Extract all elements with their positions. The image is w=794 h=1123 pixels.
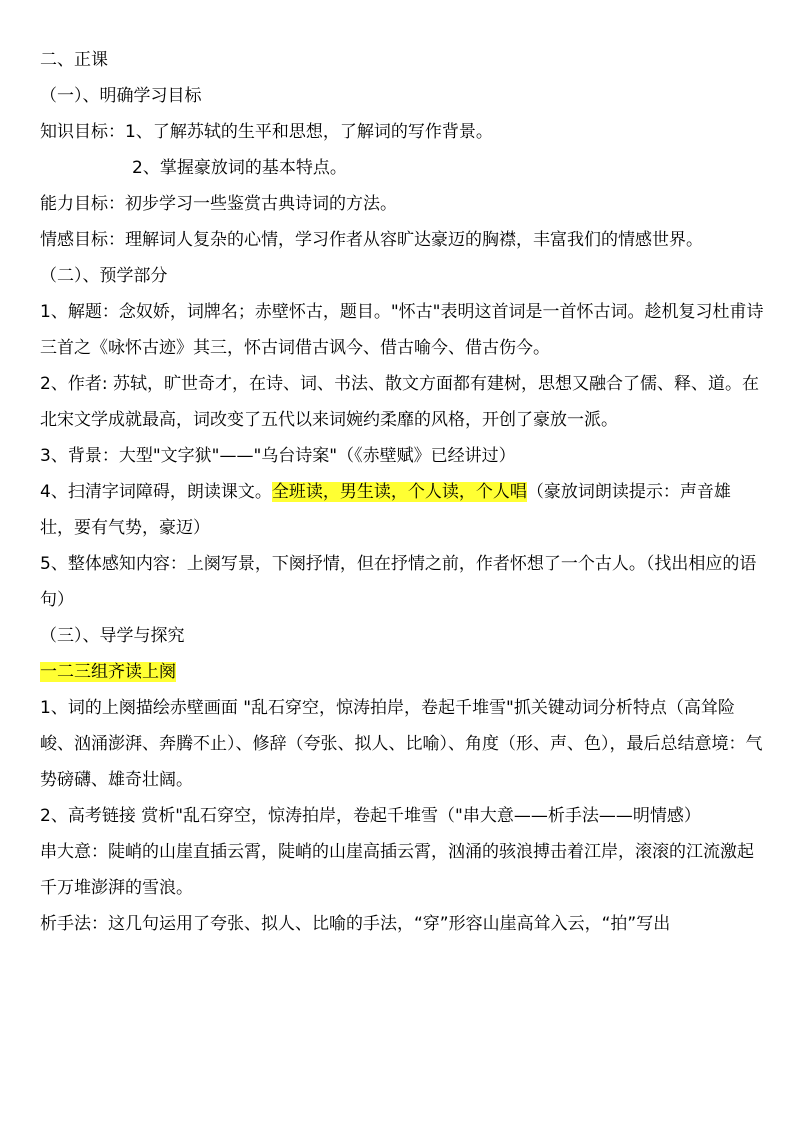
highlighted-reading-modes: 全班读，男生读，个人读，个人唱	[271, 482, 527, 502]
section-title-prestudy: （二）、预学部分	[40, 266, 168, 286]
prestudy-item-1: 1、解题：念奴娇，词牌名；赤壁怀古，题目。"怀古"表明这首词是一首怀古词。趁机复习杜甫诗三首之《咏怀古迹》其三，怀古词借古讽今、借古喻今、借古伤今。	[40, 302, 764, 358]
knowledge-goal-label: 知识目标：	[40, 122, 125, 142]
explore-item-2-meaning: 串大意：陡峭的山崖直插云霄，陡峭的山崖高插云霄，汹涌的骇浪搏击着江岸，滚滚的江流激起千万堆澎湃的雪浪。	[40, 842, 754, 898]
emotion-goal: 情感目标：理解词人复杂的心情，学习作者从容旷达豪迈的胸襟，丰富我们的情感世界。	[40, 230, 703, 250]
section-title-main: 二、正课	[40, 50, 108, 70]
prestudy-item-4-note: （豪放词朗读提示：声音雄壮，要有气势，豪迈）	[40, 482, 731, 538]
explore-item-2-technique: 析手法：这几句运用了夸张、拟人、比喻的手法，“穿”形容山崖高耸入云，“拍”写出	[40, 914, 671, 934]
document-page	[40, 42, 764, 942]
highlighted-heading: 一二三组齐读上阕	[40, 662, 176, 682]
section-title-explore: （三）、导学与探究	[40, 626, 185, 646]
explore-item-1: 1、词的上阕描绘赤壁画面 "乱石穿空，惊涛拍岸，卷起千堆雪"抓关键动词分析特点（高耸险峻、汹涌澎湃、奔腾不止）、修辞（夸张、拟人、比喻）、角度（形、声、色），最后总结意境：气势磅礴、雄奇壮阔。	[40, 698, 763, 790]
knowledge-goal-1: 1、了解苏轼的生平和思想，了解词的写作背景。	[125, 122, 493, 142]
section-title-goals: （一）、明确学习目标	[40, 86, 202, 106]
knowledge-goal-2: 2、掌握豪放词的基本特点。	[132, 158, 347, 178]
knowledge-goal	[40, 114, 764, 150]
ability-goal: 能力目标：初步学习一些鉴赏古典诗词的方法。	[40, 194, 397, 214]
prestudy-item-4	[40, 474, 764, 546]
explore-item-2: 2、高考链接 赏析"乱石穿空，惊涛拍岸，卷起千堆雪（"串大意——析手法——明情感）	[40, 806, 701, 826]
prestudy-item-3: 3、背景：大型"文字狱"——"乌台诗案"（《赤壁赋》已经讲过）	[40, 446, 516, 466]
prestudy-item-5: 5、整体感知内容：上阕写景，下阕抒情，但在抒情之前，作者怀想了一个古人。（找出相应的语句）	[40, 554, 757, 610]
prestudy-item-4-text: 4、扫清字词障碍，朗读课文。	[40, 482, 272, 502]
prestudy-item-2: 2、作者: 苏轼，旷世奇才，在诗、词、书法、散文方面都有建树，思想又融合了儒、释、道。在北宋文学成就最高，词改变了五代以来词婉约柔靡的风格，开创了豪放一派。	[40, 374, 759, 430]
explore-highlight-heading	[40, 654, 764, 690]
